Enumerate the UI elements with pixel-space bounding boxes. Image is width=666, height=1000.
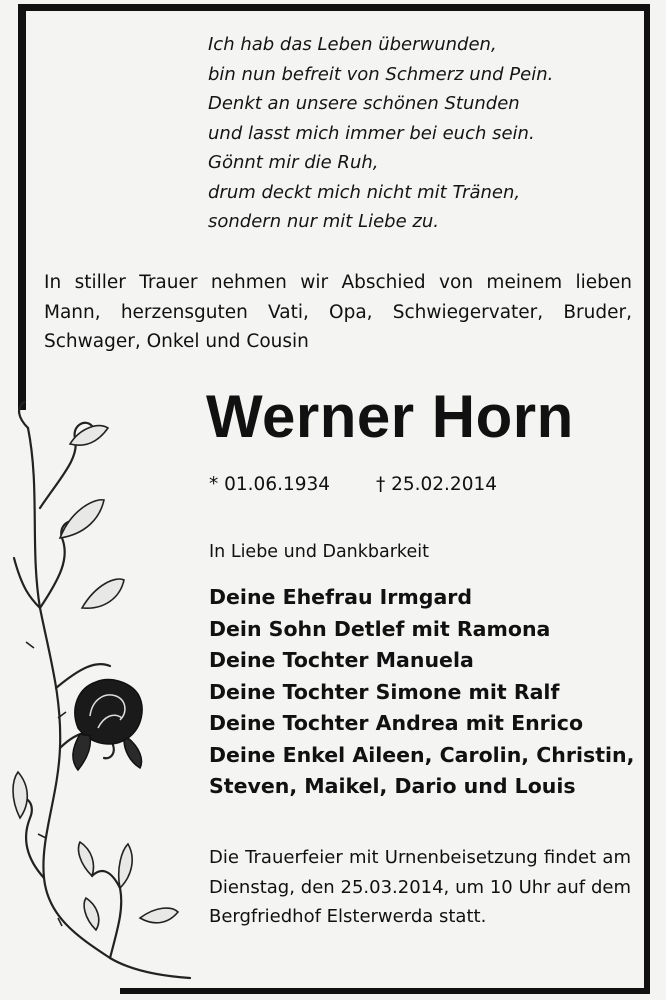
rose-icon: [0, 398, 200, 998]
poem-line: bin nun befreit von Schmerz und Pein.: [208, 63, 554, 85]
love-line: In Liebe und Dankbarkeit: [209, 542, 429, 562]
poem-line: und lasst mich immer bei euch sein.: [208, 122, 535, 144]
family-line: Deine Tochter Andrea mit Enrico: [209, 711, 584, 735]
death-date: † 25.02.2014: [375, 474, 498, 495]
poem: [208, 30, 628, 237]
poem-line: Gönnt mir die Ruh,: [208, 152, 379, 173]
service-notice: Die Trauerfeier mit Urnenbeisetzung findet am Dienstag, den 25.03.2014, um 10 Uhr auf dem Bergfriedhof Elsterwerda statt.: [209, 847, 631, 927]
family-line: Deine Tochter Simone mit Ralf: [209, 679, 560, 704]
poem-line: Denkt an unsere schönen Stunden: [208, 93, 520, 114]
deceased-name: Werner Horn: [206, 383, 574, 450]
family-line: Deine Enkel Aileen, Carolin, Christin,: [209, 742, 635, 767]
family-line: Deine Tochter Manuela: [209, 648, 474, 672]
life-dates: [209, 474, 497, 495]
family-list: [209, 582, 634, 803]
poem-line: drum deckt mich nicht mit Tränen,: [208, 181, 521, 203]
intro-text: In stiller Trauer nehmen wir Abschied von meinem lieben Mann, herzensguten Vati, Opa, Schwiegervater, Bruder, Schwager, Onkel und Cousin: [44, 272, 632, 352]
birth-date: * 01.06.1934: [209, 474, 331, 495]
poem-line: Ich hab das Leben überwunden,: [208, 34, 497, 55]
family-line: Dein Sohn Detlef mit Ramona: [209, 616, 551, 641]
family-line: Deine Ehefrau Irmgard: [209, 585, 473, 609]
family-line: Steven, Maikel, Dario und Louis: [209, 774, 576, 798]
poem-line: sondern nur mit Liebe zu.: [208, 211, 439, 232]
